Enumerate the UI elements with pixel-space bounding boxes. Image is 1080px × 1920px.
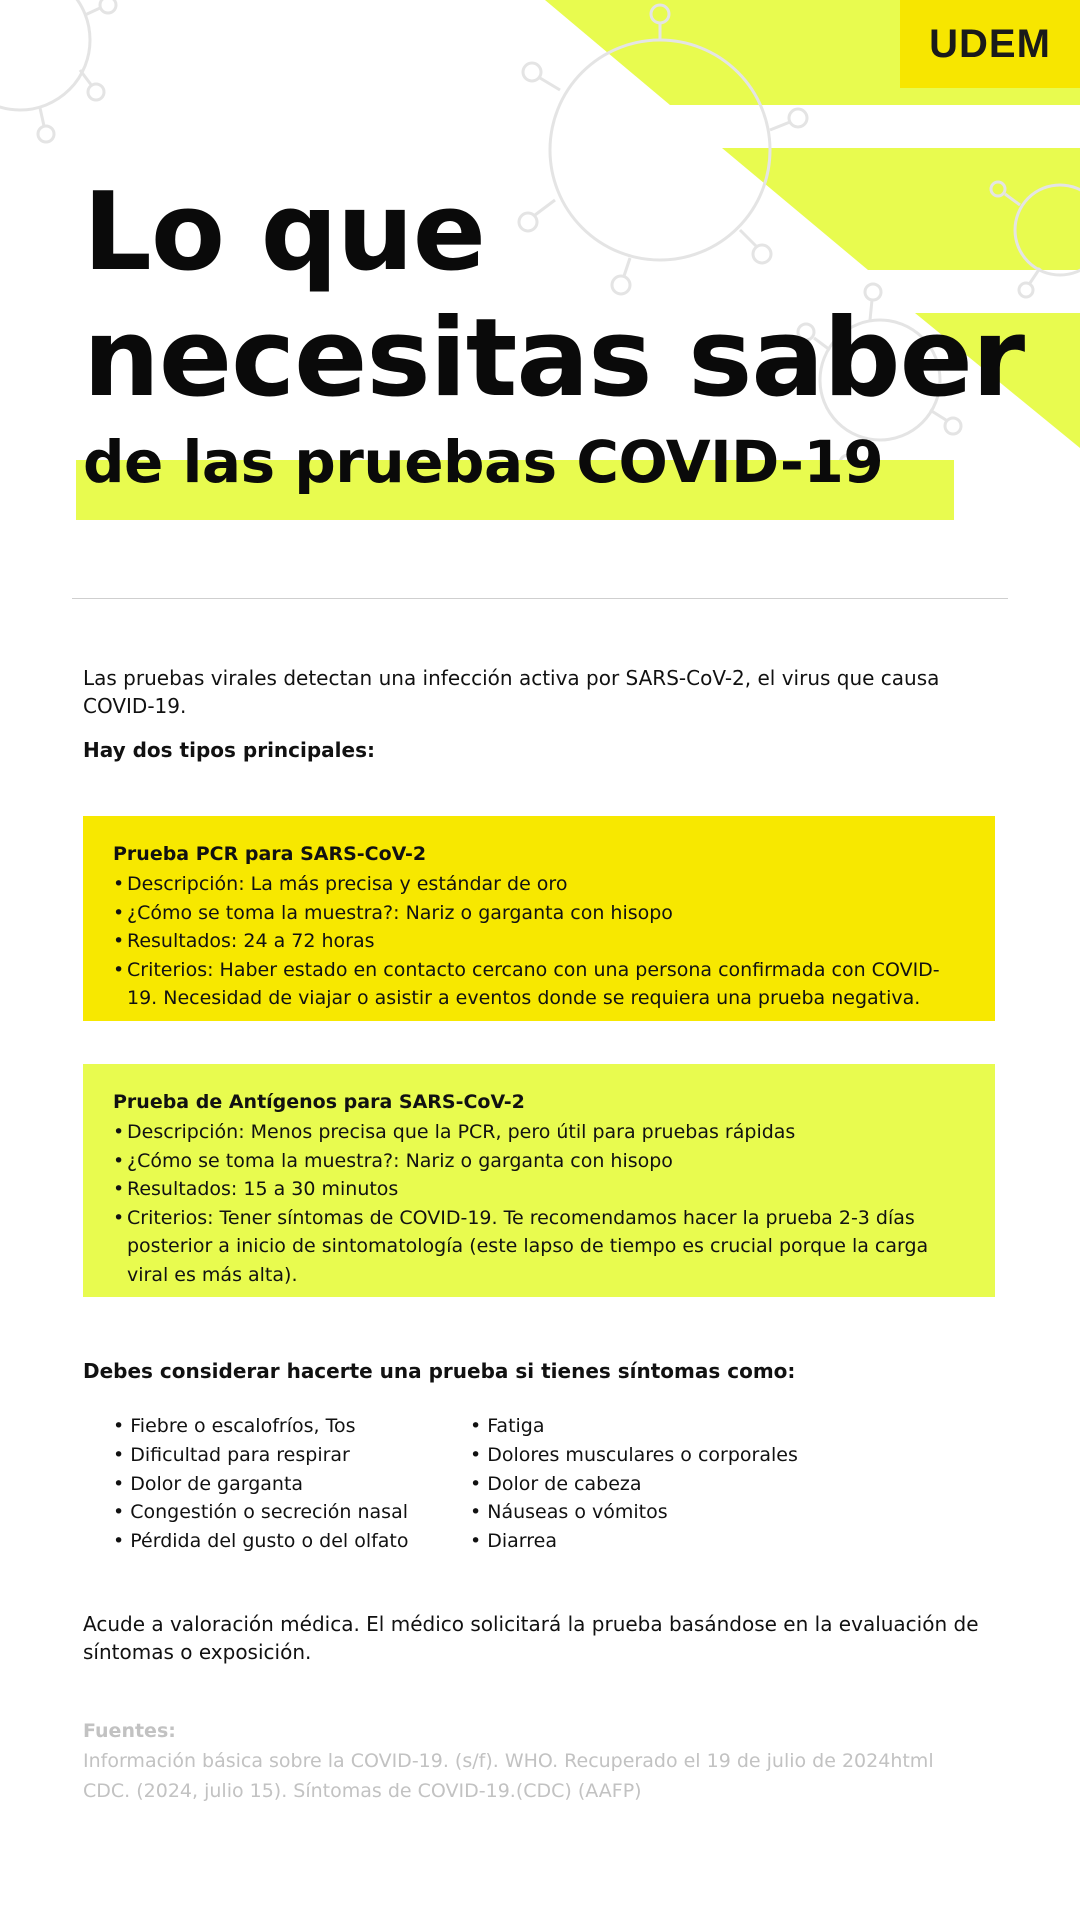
- symptom-item: • Fiebre o escalofríos, Tos: [113, 1415, 356, 1437]
- symptom-item: • Congestión o secreción nasal: [113, 1501, 408, 1524]
- pcr-test-details: [113, 870, 965, 1013]
- symptoms-list-left: [113, 1412, 409, 1556]
- list-item: • ¿Cómo se toma la muestra?: Nariz o garganta con hisopo: [113, 901, 673, 924]
- source-line: Información básica sobre la COVID-19. (s/f). WHO. Recuperado el 19 de julio de 2024html: [83, 1750, 934, 1772]
- pcr-test-card: [83, 816, 995, 1021]
- list-item: • Descripción: La más precisa y estándar de oro: [113, 873, 568, 895]
- sources-title: Fuentes:: [83, 1720, 176, 1742]
- sources: [83, 1716, 1013, 1806]
- symptom-item: • Dolor de garganta: [113, 1472, 304, 1495]
- page-subtitle: de las pruebas COVID-19: [83, 428, 884, 496]
- pcr-test-title: Prueba PCR para SARS-CoV-2: [113, 843, 427, 865]
- udem-logo: [900, 0, 1080, 88]
- antigen-test-card: [83, 1064, 995, 1297]
- symptom-item: • Náuseas o vómitos: [470, 1501, 668, 1524]
- types-heading: Hay dos tipos principales:: [83, 738, 376, 762]
- symptom-item: • Fatiga: [470, 1415, 545, 1437]
- page-title: [83, 170, 1024, 422]
- list-item: • Descripción: Menos precisa que la PCR, pero útil para pruebas rápidas: [113, 1121, 796, 1143]
- list-item: • Criterios: Haber estado en contacto cercano con una persona confirmada con COVID-19. Necesidad de viajar o asistir a eventos donde se requiera una prueba negativa.: [113, 958, 940, 1009]
- title-line-1: Lo que: [83, 170, 486, 295]
- divider: [72, 598, 1008, 599]
- intro-text: Las pruebas virales detectan una infección activa por SARS-CoV-2, el virus que causa COVID-19.: [83, 666, 940, 718]
- antigen-test-details: [113, 1118, 965, 1289]
- source-line: CDC. (2024, julio 15). Síntomas de COVID-19.(CDC) (AAFP): [83, 1780, 642, 1802]
- symptom-item: • Dificultad para respirar: [113, 1443, 350, 1466]
- symptom-item: • Diarrea: [470, 1530, 558, 1553]
- title-line-2: necesitas saber: [83, 296, 1025, 421]
- list-item: • Criterios: Tener síntomas de COVID-19. Te recomendamos hacer la prueba 2-3 días posterior a inicio de sintomatología (este lapso de tiempo es crucial porque la carga viral es más alta).: [113, 1206, 929, 1286]
- logo-text: UDEM: [929, 21, 1051, 66]
- symptom-item: • Dolor de cabeza: [470, 1472, 642, 1495]
- symptoms-heading: Debes considerar hacerte una prueba si tienes síntomas como:: [83, 1359, 796, 1383]
- symptoms-list-right: [470, 1412, 798, 1556]
- medical-advice: Acude a valoración médica. El médico solicitará la prueba basándose en la evaluación de síntomas o exposición.: [83, 1612, 979, 1664]
- symptom-item: • Pérdida del gusto o del olfato: [113, 1530, 409, 1553]
- list-item: • Resultados: 24 a 72 horas: [113, 930, 375, 952]
- list-item: • ¿Cómo se toma la muestra?: Nariz o garganta con hisopo: [113, 1149, 673, 1172]
- antigen-test-title: Prueba de Antígenos para SARS-CoV-2: [113, 1091, 525, 1113]
- list-item: • Resultados: 15 a 30 minutos: [113, 1178, 399, 1200]
- symptom-item: • Dolores musculares o corporales: [470, 1443, 798, 1466]
